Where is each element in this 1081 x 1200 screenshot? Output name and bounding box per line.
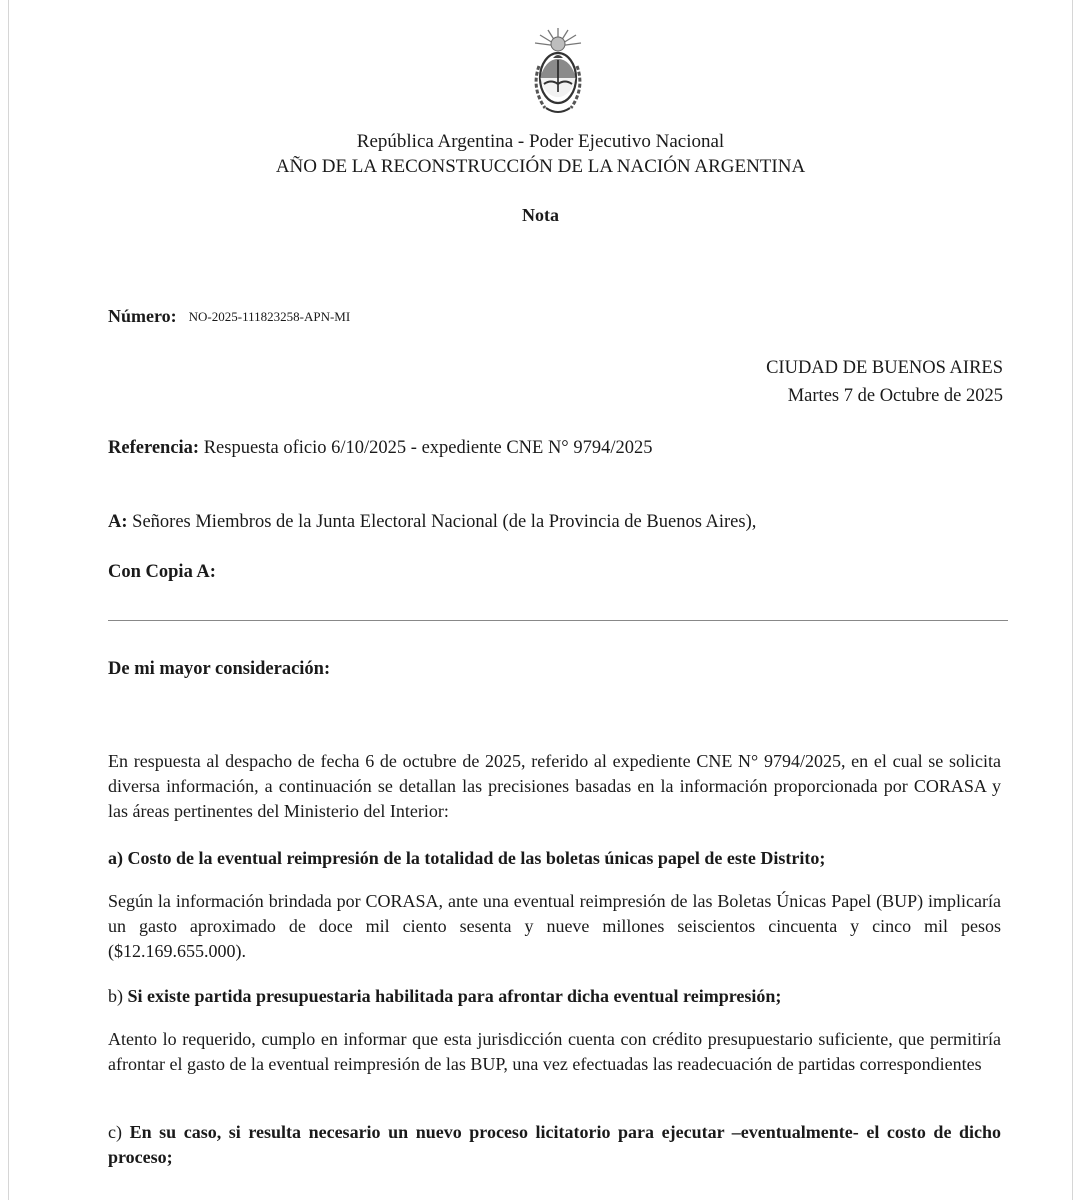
divider [108,620,1008,621]
numero-value: NO-2025-111823258-APN-MI [188,309,351,324]
cc-label: Con Copia A: [108,562,216,582]
recipient-value: Señores Miembros de la Junta Electoral Nacional (de la Provincia de Buenos Aires), [132,512,757,532]
intro-paragraph: En respuesta al despacho de fecha 6 de octubre de 2025, referido al expediente CNE N° 9794/2025, en el cual se solicita diversa información, a continuación se detallan las precisiones basadas en la información proporcionada por CORASA y las áreas pertinentes del Ministerio del Interior: [108,751,1001,821]
document-page [8,0,1073,1200]
numero-label: Número: [108,306,177,326]
header-line-1: República Argentina - Poder Ejecutivo Nacional [356,131,725,152]
section-b-body: Atento lo requerido, cumplo en informar que esta jurisdicción cuenta con crédito presupuestario suficiente, que permitiría afrontar el gasto de la eventual reimpresión de las BUP, una vez efectuadas las readecuación de partidas correspondientes [108,1029,1001,1074]
referencia-label: Referencia: [108,438,200,458]
header-line-2: AÑO DE LA RECONSTRUCCIÓN DE LA NACIÓN ARGENTINA [275,156,806,177]
section-b-heading-row [108,984,1001,1009]
referencia-row [108,438,652,459]
date: Martes 7 de Octubre de 2025 [787,386,1003,406]
section-c-heading-row [108,1120,1001,1170]
numero-row [108,306,350,327]
salutation: De mi mayor consideración: [108,659,331,679]
section-b-heading: Si existe partida presupuestaria habilitada para afrontar dicha eventual reimpresión; [127,986,782,1006]
recipient-label: A: [108,512,128,532]
section-a-body: Según la información brindada por CORASA, ante una eventual reimpresión de las Boletas Únicas Papel (BUP) implicaría un gasto aproximado de doce mil ciento sesenta y nueve millones seiscientos cincuenta y cinco mil pesos ($12.169.655.000). [108,891,1001,961]
section-c-heading: En su caso, si resulta necesario un nuevo proceso licitatorio para ejecutar –eventualmente- el costo de dicho proceso; [108,1122,1002,1167]
city: CIUDAD DE BUENOS AIRES [766,358,1003,378]
recipient-row [108,512,756,533]
section-b-prefix: b) [108,986,128,1006]
coat-of-arms-seal [526,26,590,126]
section-c-prefix: c) [108,1122,130,1142]
document-type-title: Nota [522,205,559,225]
section-a-heading: a) Costo de la eventual reimpresión de la totalidad de las boletas únicas papel de este Distrito; [108,848,826,868]
referencia-value: Respuesta oficio 6/10/2025 - expediente CNE N° 9794/2025 [203,438,653,458]
